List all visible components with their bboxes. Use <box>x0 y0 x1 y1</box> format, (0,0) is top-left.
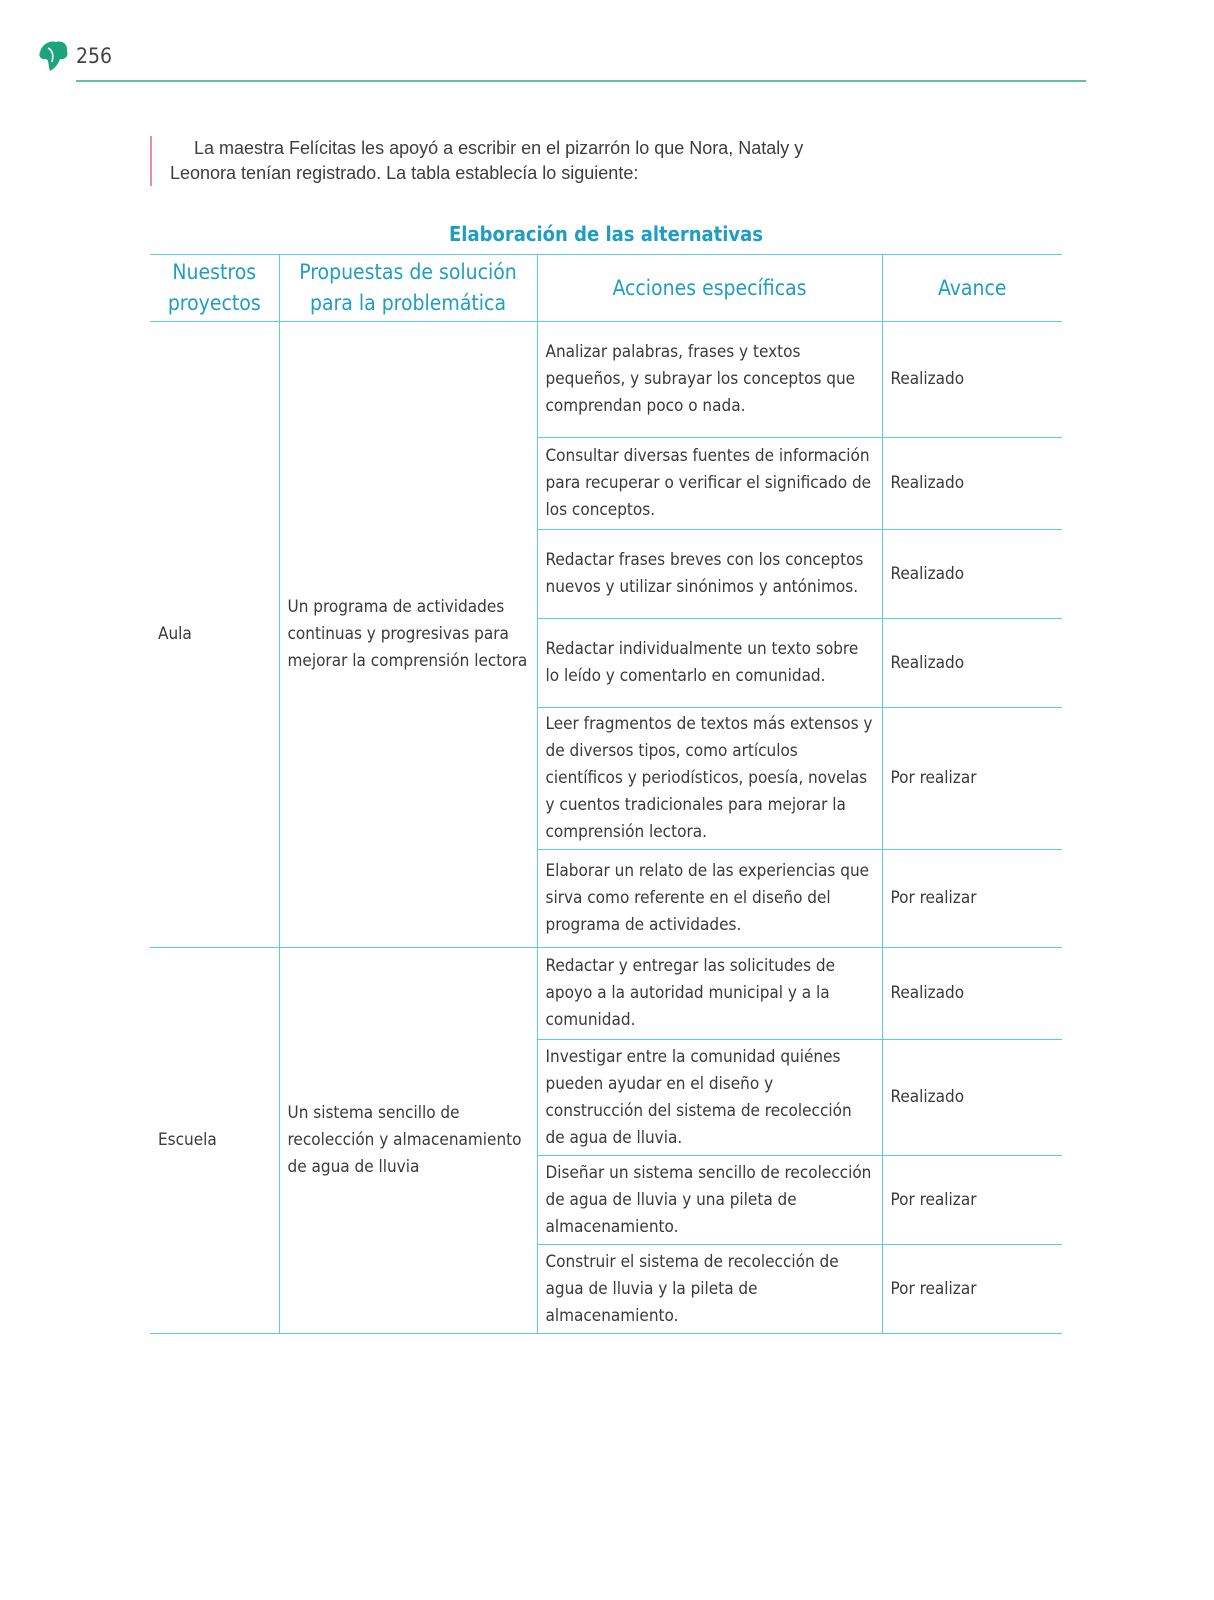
alternatives-table <box>150 254 1062 1334</box>
project-cell: Aula <box>150 322 279 948</box>
status-cell: Realizado <box>882 1040 1062 1156</box>
status-cell: Realizado <box>882 322 1062 438</box>
proposal-cell: Un programa de actividades continuas y progresivas para mejorar la comprensión lectora <box>279 322 537 948</box>
action-cell: Redactar y entregar las solicitudes de apoyo a la autoridad municipal y a la comunidad. <box>537 948 882 1040</box>
status-cell: Por realizar <box>882 1156 1062 1245</box>
table-header-row <box>150 255 1062 322</box>
action-cell: Analizar palabras, frases y textos pequeños, y subrayar los conceptos que comprendan poco o nada. <box>537 322 882 438</box>
action-cell: Redactar frases breves con los conceptos nuevos y utilizar sinónimos y antónimos. <box>537 530 882 619</box>
action-cell: Redactar individualmente un texto sobre lo leído y comentarlo en comunidad. <box>537 619 882 708</box>
page-number: 256 <box>76 44 113 68</box>
action-cell: Diseñar un sistema sencillo de recolección de agua de lluvia y una pileta de almacenamiento. <box>537 1156 882 1245</box>
action-cell: Consultar diversas fuentes de información para recuperar o verificar el significado de los conceptos. <box>537 438 882 530</box>
intro-paragraph <box>150 136 850 186</box>
table-title: Elaboración de las alternativas <box>448 222 764 246</box>
header-proposals: Propuestas de solución para la problemática <box>279 255 537 322</box>
status-cell: Realizado <box>882 948 1062 1040</box>
action-cell: Investigar entre la comunidad quiénes pueden ayudar en el diseño y construcción del sistema de recolección de agua de lluvia. <box>537 1040 882 1156</box>
header-rule <box>76 80 1086 82</box>
action-cell: Construir el sistema de recolección de agua de lluvia y la pileta de almacenamiento. <box>537 1245 882 1334</box>
header-projects: Nuestros proyectos <box>150 255 279 322</box>
table-row <box>150 948 1062 1040</box>
project-cell: Escuela <box>150 948 279 1334</box>
proposal-cell: Un sistema sencillo de recolección y almacenamiento de agua de lluvia <box>279 948 537 1334</box>
leaf-logo-icon <box>36 38 70 74</box>
status-cell: Por realizar <box>882 708 1062 850</box>
status-cell: Realizado <box>882 619 1062 708</box>
table-row <box>150 322 1062 438</box>
status-cell: Realizado <box>882 530 1062 619</box>
header-progress: Avance <box>882 255 1062 322</box>
action-cell: Leer fragmentos de textos más extensos y de diversos tipos, como artículos científicos y periodísticos, poesía, novelas y cuentos tradicionales para mejorar la comprensión lectora. <box>537 708 882 850</box>
action-cell: Elaborar un relato de las experiencias que sirva como referente en el diseño del programa de actividades. <box>537 850 882 948</box>
header-actions: Acciones específicas <box>537 255 882 322</box>
page-header <box>36 38 1086 84</box>
status-cell: Por realizar <box>882 850 1062 948</box>
intro-text: La maestra Felícitas les apoyó a escribir en el pizarrón lo que Nora, Nataly y Leonora tenían registrado. La tabla establecía lo siguiente: <box>170 138 804 183</box>
status-cell: Realizado <box>882 438 1062 530</box>
status-cell: Por realizar <box>882 1245 1062 1334</box>
